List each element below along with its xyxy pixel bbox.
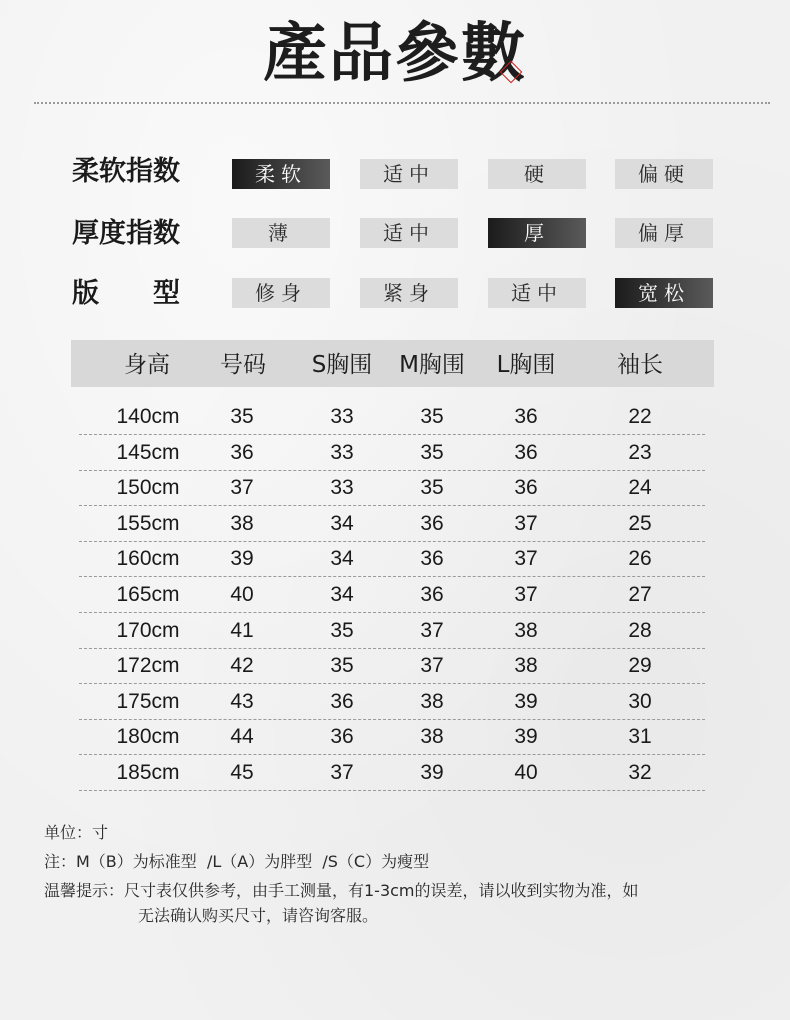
softness-option-hard: 硬 (488, 159, 586, 189)
table-cell-height: 145cm (116, 440, 180, 464)
column-header-size: 号码 (220, 352, 266, 378)
table-cell-s-chest: 33 (330, 440, 354, 464)
table-cell-l-chest: 39 (514, 689, 538, 713)
table-cell-sleeve: 29 (628, 654, 652, 678)
table-cell-s-chest: 37 (330, 761, 354, 784)
page-title: 產品參數 (263, 16, 527, 91)
table-cell-l-chest: 37 (514, 583, 538, 606)
thickness-option-thick: 厚 (488, 218, 586, 248)
table-cell-size: 44 (230, 725, 254, 749)
table-cell-height: 175cm (116, 689, 180, 713)
table-cell-sleeve: 31 (628, 725, 652, 749)
table-cell-s-chest: 33 (330, 405, 354, 428)
table-cell-height: 185cm (116, 761, 180, 784)
table-row (79, 719, 705, 755)
table-cell-m-chest: 36 (420, 511, 444, 535)
table-cell-sleeve: 25 (628, 511, 652, 535)
table-row (79, 470, 705, 506)
table-cell-m-chest: 35 (420, 476, 444, 500)
table-cell-l-chest: 36 (514, 440, 538, 464)
table-cell-sleeve: 24 (628, 476, 652, 500)
table-row (79, 577, 705, 613)
fit-option-loose: 宽松 (615, 278, 713, 308)
table-cell-s-chest: 35 (330, 618, 354, 642)
table-cell-sleeve: 26 (628, 547, 652, 571)
table-row (79, 684, 705, 720)
table-cell-l-chest: 38 (514, 618, 538, 642)
table-row (79, 435, 705, 471)
column-header-sleeve: 袖长 (617, 352, 663, 378)
table-cell-m-chest: 35 (420, 440, 444, 464)
attr-label-fit: 版 型 (72, 278, 180, 309)
table-cell-s-chest: 34 (330, 547, 354, 571)
table-cell-s-chest: 35 (330, 654, 354, 678)
fit-option-slim: 修身 (232, 278, 330, 308)
table-cell-l-chest: 36 (514, 405, 538, 428)
softness-option-soft: 柔软 (232, 159, 330, 189)
table-cell-s-chest: 33 (330, 476, 354, 500)
table-row (79, 541, 705, 577)
table-cell-l-chest: 37 (514, 547, 538, 571)
table-row (79, 648, 705, 684)
tip-note-line1: 温馨提示：尺寸表仅供参考，由手工测量，有1-3cm的误差，请以收到实物为准，如 (44, 881, 639, 900)
table-cell-size: 39 (230, 547, 254, 571)
softness-option-medium: 适中 (360, 159, 458, 189)
table-cell-size: 38 (230, 511, 254, 535)
table-cell-height: 140cm (116, 405, 180, 428)
table-cell-l-chest: 37 (514, 511, 538, 535)
column-header-height: 身高 (124, 352, 170, 378)
table-cell-s-chest: 34 (330, 511, 354, 535)
table-cell-height: 180cm (116, 725, 180, 749)
table-cell-size: 35 (230, 405, 254, 428)
table-cell-s-chest: 36 (330, 725, 354, 749)
fit-option-regular: 适中 (488, 278, 586, 308)
table-cell-size: 36 (230, 440, 254, 464)
table-cell-m-chest: 37 (420, 618, 444, 642)
table-cell-size: 37 (230, 476, 254, 500)
thickness-option-rather-thick: 偏厚 (615, 218, 713, 248)
divider (34, 102, 770, 104)
table-cell-sleeve: 32 (628, 761, 652, 784)
table-row (79, 613, 705, 649)
column-header-l-chest: L胸围 (496, 352, 556, 378)
table-cell-sleeve: 27 (628, 583, 652, 606)
table-cell-size: 43 (230, 689, 254, 713)
table-cell-height: 155cm (116, 511, 180, 535)
size-type-note: 注：M（B）为标准型 /L（A）为胖型 /S（C）为瘦型 (44, 852, 430, 871)
attr-label-softness: 柔软指数 (72, 156, 180, 187)
table-cell-sleeve: 23 (628, 440, 652, 464)
column-header-s-chest: S胸围 (311, 352, 373, 378)
table-cell-s-chest: 34 (330, 583, 354, 606)
thickness-option-thin: 薄 (232, 218, 330, 248)
table-cell-l-chest: 38 (514, 654, 538, 678)
table-cell-l-chest: 36 (514, 476, 538, 500)
table-cell-height: 170cm (116, 618, 180, 642)
table-cell-height: 150cm (116, 476, 180, 500)
table-cell-sleeve: 22 (628, 405, 652, 428)
table-cell-m-chest: 36 (420, 583, 444, 606)
table-cell-m-chest: 37 (420, 654, 444, 678)
table-cell-size: 41 (230, 618, 254, 642)
unit-note: 单位：寸 (44, 823, 109, 842)
table-cell-size: 40 (230, 583, 254, 606)
table-cell-height: 165cm (116, 583, 180, 606)
fit-option-tight: 紧身 (360, 278, 458, 308)
attr-label-thickness: 厚度指数 (72, 218, 180, 249)
thickness-option-medium: 适中 (360, 218, 458, 248)
table-cell-m-chest: 38 (420, 689, 444, 713)
table-cell-size: 42 (230, 654, 254, 678)
table-row (79, 755, 705, 791)
table-cell-m-chest: 35 (420, 405, 444, 428)
table-cell-s-chest: 36 (330, 689, 354, 713)
table-cell-size: 45 (230, 761, 254, 784)
table-row (79, 399, 705, 435)
softness-option-rather-hard: 偏硬 (615, 159, 713, 189)
table-cell-sleeve: 30 (628, 689, 652, 713)
table-cell-m-chest: 39 (420, 761, 444, 784)
table-cell-height: 160cm (116, 547, 180, 571)
table-cell-height: 172cm (116, 654, 180, 678)
table-row (79, 506, 705, 542)
table-cell-m-chest: 38 (420, 725, 444, 749)
column-header-m-chest: M胸围 (399, 352, 465, 378)
tip-note-line2: 无法确认购买尺寸，请咨询客服。 (138, 906, 379, 925)
table-cell-l-chest: 40 (514, 761, 538, 784)
table-cell-sleeve: 28 (628, 618, 652, 642)
table-cell-m-chest: 36 (420, 547, 444, 571)
table-cell-l-chest: 39 (514, 725, 538, 749)
